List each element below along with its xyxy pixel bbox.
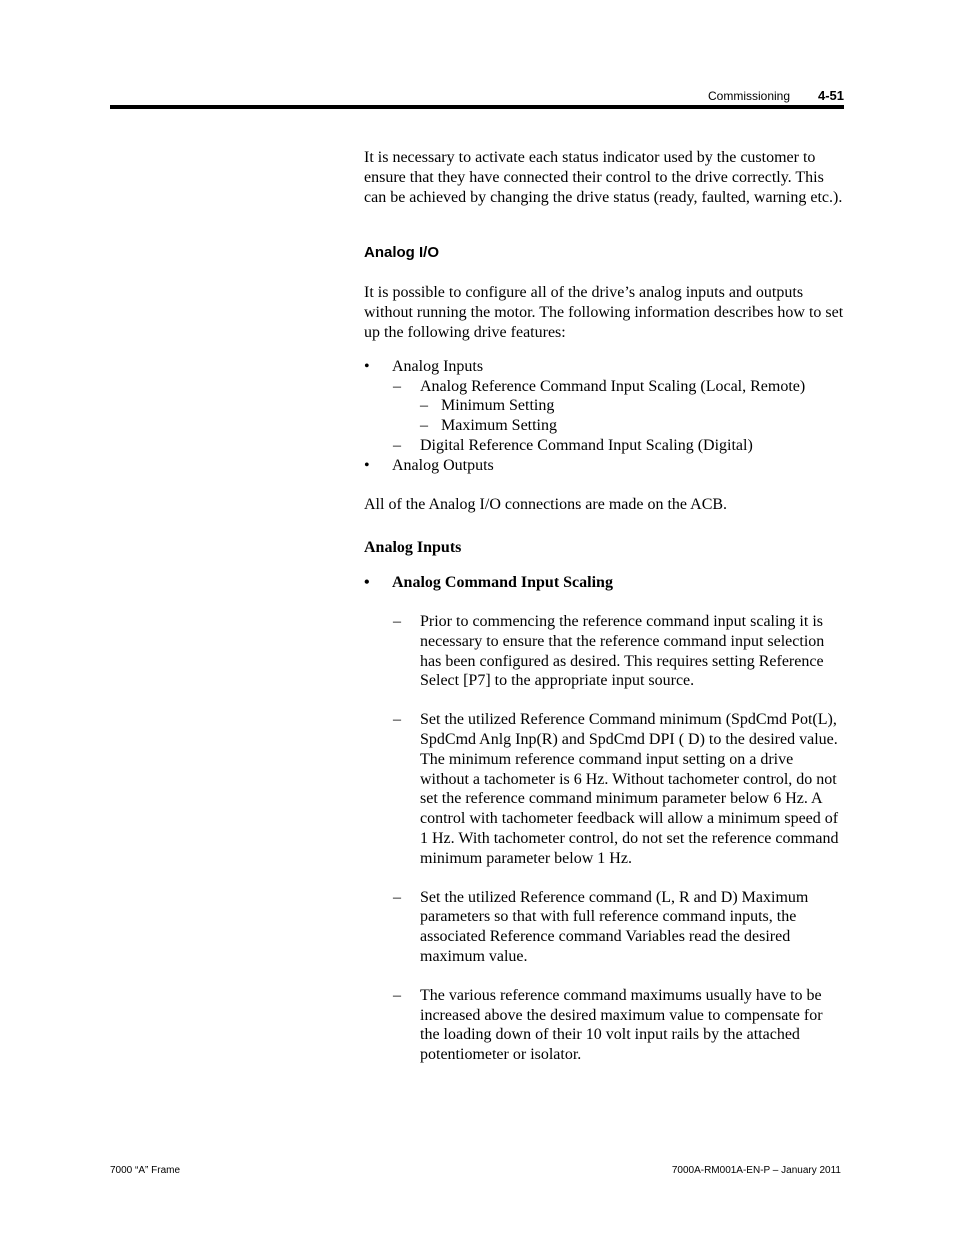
dash-marker: – xyxy=(393,986,401,1004)
list-item-text: Analog Inputs xyxy=(392,357,484,375)
step-text: Set the utilized Reference Command minimum (SpdCmd Pot(L), SpdCmd Anlg Inp(R) and SpdCmd DPI ( D) to the desired value. The minimum reference command input setting on a drive without a tachometer is 6 Hz. Without tachometer control, do not set the reference command minimum parameter below 6 Hz. A control with tachometer feedback will allow a minimum speed of 1 Hz. With tachometer control, do not set the reference command minimum parameter below 1 Hz. xyxy=(420,711,839,867)
list-item-text: Analog Outputs xyxy=(392,456,494,474)
dash-marker: – xyxy=(393,436,401,454)
list-item xyxy=(364,436,844,456)
dash-marker: – xyxy=(420,397,428,415)
dash-marker: – xyxy=(393,888,401,906)
list-item-text: Digital Reference Command Input Scaling (Digital) xyxy=(420,436,753,454)
body-content xyxy=(364,148,844,1065)
bold-bullet-item xyxy=(364,573,844,593)
list-item xyxy=(364,456,844,476)
step-item xyxy=(364,612,844,691)
list-item-text: Minimum Setting xyxy=(441,397,555,415)
bullet-marker: • xyxy=(364,357,370,375)
bullet-marker: • xyxy=(364,574,370,592)
scaling-steps xyxy=(364,612,844,1065)
step-text: Set the utilized Reference command (L, R and D) Maximum parameters so that with full reference command inputs, the associated Reference command Variables read the desired maximum value. xyxy=(420,888,809,965)
footer-publication: 7000A-RM001A-EN-P – January 2011 xyxy=(671,1165,841,1176)
running-header-section: Commissioning xyxy=(708,89,791,103)
dash-marker: – xyxy=(393,377,401,395)
dash-marker: – xyxy=(420,417,428,435)
intro-paragraph: It is necessary to activate each status indicator used by the customer to ensure that they have connected their control to the drive correctly. This can be achieved by changing the drive status (ready, faulted, warning etc.). xyxy=(364,149,843,206)
footer-product: 7000 “A” Frame xyxy=(110,1165,181,1176)
header-rule xyxy=(110,105,844,109)
analog-io-paragraph: It is possible to configure all of the drive’s analog inputs and outputs without running the motor. The following information describes how to set up the following drive features: xyxy=(364,284,844,341)
step-item xyxy=(364,986,844,1065)
section-heading-analog-inputs: Analog Inputs xyxy=(364,539,462,557)
step-text: Prior to commencing the reference command input scaling it is necessary to ensure that the reference command input selection has been configured as desired. This requires setting Reference Select [P7] to the appropriate input source. xyxy=(420,612,825,690)
step-text: The various reference command maximums usually have to be increased above the desired maximum value to compensate for the loading down of their 10 volt input rails by the attached potentiometer or isolator. xyxy=(420,986,823,1064)
list-item xyxy=(364,396,844,416)
list-item-text: Maximum Setting xyxy=(441,417,557,435)
feature-list xyxy=(364,357,844,476)
bullet-marker: • xyxy=(364,456,370,474)
dash-marker: – xyxy=(393,612,401,630)
list-item-text: Analog Reference Command Input Scaling (Local, Remote) xyxy=(420,377,806,395)
dash-marker: – xyxy=(393,711,401,729)
step-item xyxy=(364,888,844,967)
section-heading-analog-io: Analog I/O xyxy=(364,244,439,262)
bold-bullet-text: Analog Command Input Scaling xyxy=(392,574,613,592)
list-item xyxy=(364,416,844,436)
acb-paragraph: All of the Analog I/O connections are made on the ACB. xyxy=(364,495,728,513)
page-number: 4-51 xyxy=(818,88,845,103)
list-item xyxy=(364,377,844,397)
step-item xyxy=(364,710,844,868)
list-item xyxy=(364,357,844,377)
